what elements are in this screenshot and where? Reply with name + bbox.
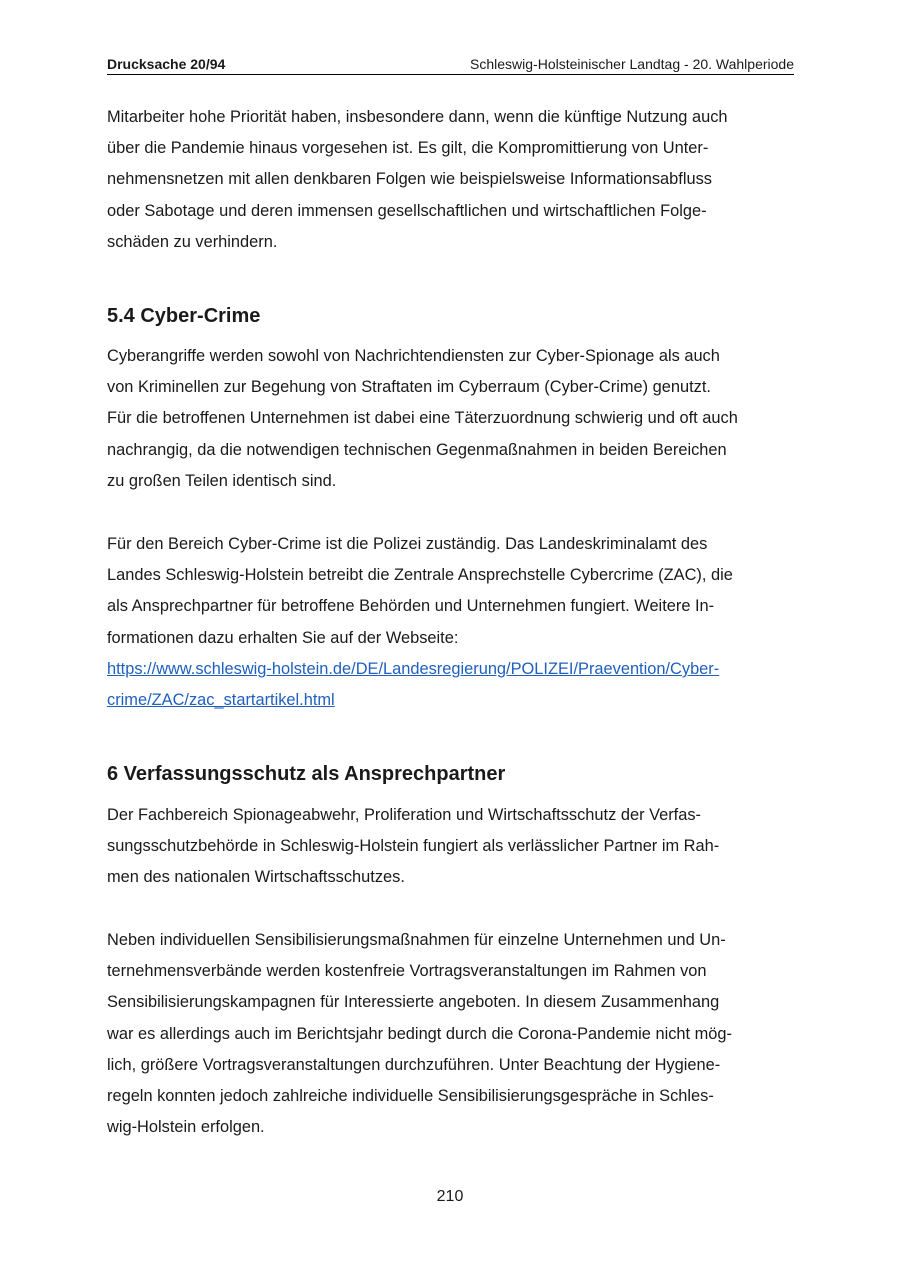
zac-webpage-link[interactable]: https://www.schleswig-holstein.de/DE/Landesregierung/POLIZEI/Praevention/Cyber- crime/ZAC/zac_startartikel.html xyxy=(107,660,720,710)
parliament-title: Schleswig-Holsteinischer Landtag - 20. Wahlperiode xyxy=(470,56,794,72)
intro-paragraph: Mitarbeiter hohe Priorität haben, insbesondere dann, wenn die künftige Nutzung auch über die Pandemie hinaus vorgesehen ist. Es gilt, die Kompromittierung von Unter- nehmensnetzen mit allen denkbaren Folgen wie beispielsweise Informationsabfluss oder Sabotage und deren immensen gesellschaftlichen und wirtschaftlichen Folge- schäden zu verhindern. xyxy=(107,108,728,251)
cyber-crime-paragraph-1: Cyberangriffe werden sowohl von Nachrichtendiensten zur Cyber-Spionage als auch von Kriminellen zur Begehung von Straftaten im Cyberraum (Cyber-Crime) genutzt. Für die betroffenen Unternehmen ist dabei eine Täterzuordnung schwierig und oft auch nachrangig, da die notwendigen technischen Gegenmaßnahmen in beiden Bereichen zu großen Teilen identisch sind. xyxy=(107,347,738,490)
verfassungsschutz-paragraph-1: Der Fachbereich Spionageabwehr, Proliferation und Wirtschaftsschutz der Verfas- sungsschutzbehörde in Schleswig-Holstein fungiert als verlässlicher Partner im Rah- men des nationalen Wirtschaftsschutzes. xyxy=(107,806,720,887)
section-heading-cyber-crime: 5.4 Cyber-Crime xyxy=(107,305,261,327)
document-number: Drucksache 20/94 xyxy=(107,56,226,72)
page-number: 210 xyxy=(436,1188,464,1205)
verfassungsschutz-paragraph-2: Neben individuellen Sensibilisierungsmaßnahmen für einzelne Unternehmen und Un- ternehmensverbände werden kostenfreie Vortragsveranstaltungen im Rahmen von Sensibilisierungskampagnen für Interessierte angeboten. In diesem Zusammenhang war es allerdings auch im Berichtsjahr bedingt durch die Corona-Pandemie nicht mög- lich, größere Vortragsveranstaltungen durchzuführen. Unter Beachtung der Hygiene- regeln konnten jedoch zahlreiche individuelle Sensibilisierungsgespräche in Schles- wig-Holstein erfolgen. xyxy=(107,931,732,1137)
cyber-crime-paragraph-2: Für den Bereich Cyber-Crime ist die Polizei zuständig. Das Landeskriminalamt des Landes Schleswig-Holstein betreibt die Zentrale Ansprechstelle Cybercrime (ZAC), die als Ansprechpartner für betroffene Behörden und Unternehmen fungiert. Weitere In- formationen dazu erhalten Sie auf der Webseite: xyxy=(107,535,733,647)
page-header xyxy=(107,54,794,75)
section-heading-verfassungsschutz: 6 Verfassungsschutz als Ansprechpartner xyxy=(107,763,506,785)
